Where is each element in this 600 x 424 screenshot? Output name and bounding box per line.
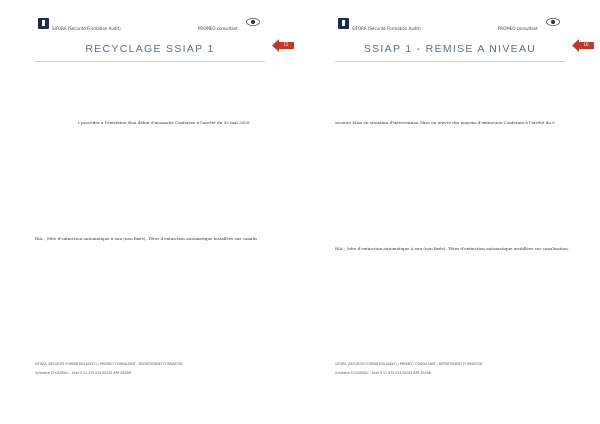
document-page-right	[300, 0, 600, 424]
footer-line: SIFORA (SECURITE FORMATION AUDIT) / PROMEO CONSULTANT - DEPARTEMENT FORMATION	[335, 362, 483, 366]
title-divider	[335, 61, 565, 62]
sifora-logo-icon	[338, 18, 349, 29]
title-divider	[35, 61, 265, 62]
header-consultant: PROMEO consultant	[498, 26, 538, 31]
body-text-line: RIA ; (tête d'extinction automatique à eau (non fixée). Têtes d'extinction automatique installées sur canalis	[35, 236, 258, 241]
sifora-logo-icon	[38, 18, 49, 29]
footer-line: Sylvestre COUSSEAU - Siret 5 11 475 034 00025 APE 8559B	[335, 371, 431, 375]
footer-line: Sylvestre COUSSEAU - Siret 5 11 475 034 00025 APE 8559B	[35, 371, 131, 375]
page-number: 16	[583, 42, 589, 47]
eye-logo-icon	[546, 17, 560, 27]
header-brand: SIFORA (Sécurité Formation Audit)	[352, 26, 421, 31]
page-title: SSIAP 1 - REMISE A NIVEAU	[363, 43, 537, 55]
eye-logo-icon	[246, 17, 260, 27]
header-consultant: PROMEO consultant	[198, 26, 238, 31]
page-title: RECYCLAGE SSIAP 1	[85, 43, 215, 55]
body-text-line: t procéder à l'entretien élon début d'anomalie Conforme à l'arrêté du 02 mai 2005	[78, 120, 250, 125]
page-number: 15	[283, 42, 289, 47]
header-brand: SIFORA (Sécurité Formation Audit)	[52, 26, 121, 31]
footer-line: SIFORA (SECURITE FORMATION AUDIT) / PROMEO CONSULTANT - DEPARTEMENT FORMATION	[35, 362, 183, 366]
body-text-line: RIA ; (tête d'extinction automatique à eau (non fixée). Têtes d'extinction automatique installées sur canalisation.	[335, 246, 570, 251]
body-text-line: secours Mise en situation d'intervention Mise en œuvre des moyens d'extinction Conforme à l'arrêté du 0	[335, 120, 555, 125]
